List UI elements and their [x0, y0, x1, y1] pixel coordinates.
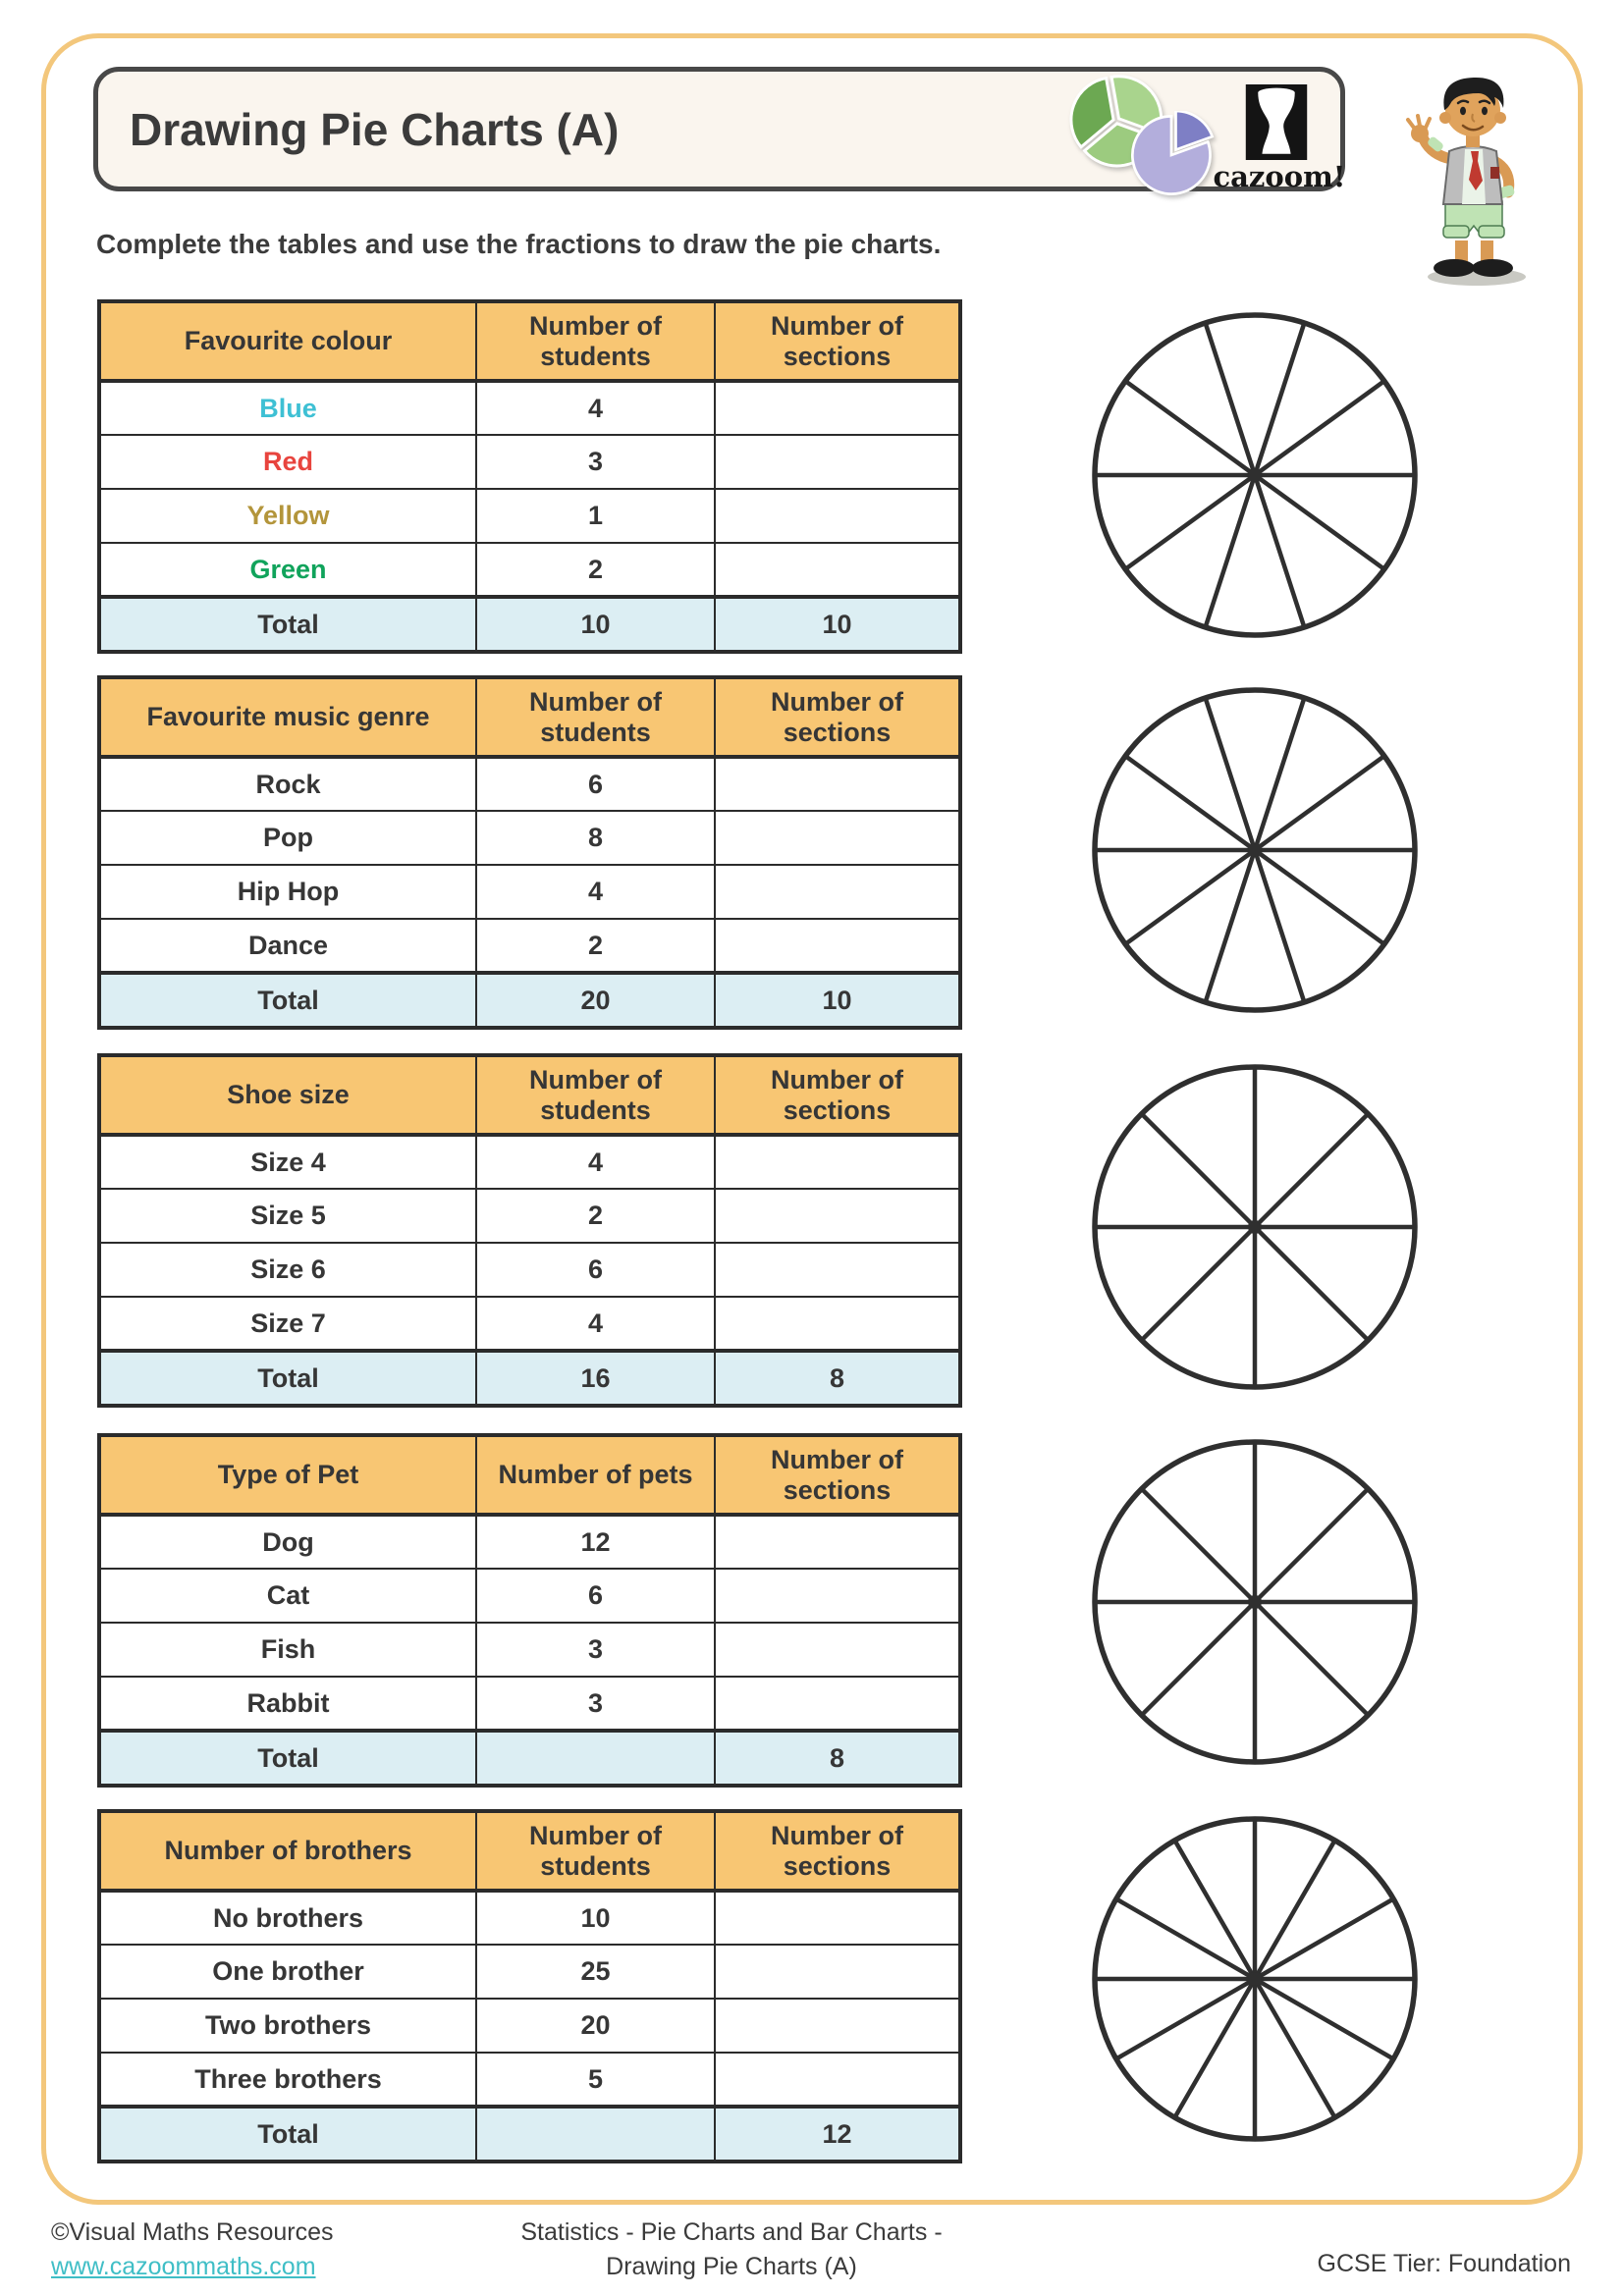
value-cell: 10	[476, 1891, 715, 1945]
answer-cell[interactable]	[715, 1569, 960, 1623]
table-row	[99, 1297, 960, 1351]
row-label: Size 7	[99, 1297, 476, 1351]
instruction-text: Complete the tables and use the fractions to draw the pie charts.	[96, 229, 942, 259]
worksheet-header	[93, 67, 1345, 191]
value-cell: 2	[476, 1189, 715, 1243]
total-row	[99, 2107, 960, 2162]
total-sections: 8	[715, 1351, 960, 1406]
table-favourite-music-genre	[97, 675, 962, 1030]
total-row	[99, 1351, 960, 1406]
table-header-row	[99, 301, 960, 381]
answer-cell[interactable]	[715, 1135, 960, 1189]
column-header: Number of sections	[715, 1055, 960, 1135]
row-label: Size 5	[99, 1189, 476, 1243]
pie-chart-template-music-genre[interactable]	[1088, 683, 1422, 1017]
table-row	[99, 1569, 960, 1623]
pie-chart-template-favourite-colour[interactable]	[1088, 308, 1422, 642]
table-header-row	[99, 1055, 960, 1135]
value-cell: 3	[476, 1623, 715, 1677]
column-header: Number of students	[476, 677, 715, 757]
column-header: Number of sections	[715, 1811, 960, 1891]
footer-topic-line1: Statistics - Pie Charts and Bar Charts -	[520, 2218, 943, 2246]
answer-cell[interactable]	[715, 543, 960, 597]
pie-chart-template-type-of-pet[interactable]	[1088, 1435, 1422, 1769]
table-row	[99, 1891, 960, 1945]
table-row	[99, 919, 960, 973]
row-label: Two brothers	[99, 1999, 476, 2053]
table-row	[99, 1999, 960, 2053]
value-cell: 2	[476, 919, 715, 973]
table-row	[99, 2053, 960, 2107]
answer-cell[interactable]	[715, 381, 960, 435]
value-cell: 8	[476, 811, 715, 865]
answer-cell[interactable]	[476, 2107, 715, 2162]
total-label: Total	[99, 597, 476, 652]
total-sections: 12	[715, 2107, 960, 2162]
total-students: 16	[476, 1351, 715, 1406]
answer-cell[interactable]	[715, 811, 960, 865]
value-cell: 6	[476, 1569, 715, 1623]
table-row	[99, 1945, 960, 1999]
footer-center	[412, 2216, 1051, 2284]
value-cell: 4	[476, 1135, 715, 1189]
table-row	[99, 543, 960, 597]
value-cell: 20	[476, 1999, 715, 2053]
value-cell: 1	[476, 489, 715, 543]
footer-topic-line2: Drawing Pie Charts (A)	[606, 2253, 857, 2280]
value-cell: 5	[476, 2053, 715, 2107]
answer-cell[interactable]	[715, 1623, 960, 1677]
answer-cell[interactable]	[715, 1945, 960, 1999]
answer-cell[interactable]	[715, 865, 960, 919]
answer-cell[interactable]	[715, 1297, 960, 1351]
page-title: Drawing Pie Charts (A)	[130, 103, 620, 155]
total-label: Total	[99, 2107, 476, 2162]
row-label: Red	[99, 435, 476, 489]
pie-chart-template-shoe-size[interactable]	[1088, 1060, 1422, 1394]
value-cell: 25	[476, 1945, 715, 1999]
column-header: Shoe size	[99, 1055, 476, 1135]
row-label: Green	[99, 543, 476, 597]
total-label: Total	[99, 1351, 476, 1406]
answer-cell[interactable]	[715, 1243, 960, 1297]
row-label: Size 4	[99, 1135, 476, 1189]
column-header: Type of Pet	[99, 1435, 476, 1515]
table-row	[99, 489, 960, 543]
footer-left	[51, 2216, 334, 2284]
row-label: Rock	[99, 757, 476, 811]
table-row	[99, 1135, 960, 1189]
answer-cell[interactable]	[715, 1515, 960, 1569]
table-favourite-colour	[97, 299, 962, 654]
column-header: Number of brothers	[99, 1811, 476, 1891]
table-row	[99, 1189, 960, 1243]
answer-cell[interactable]	[715, 435, 960, 489]
answer-cell[interactable]	[715, 489, 960, 543]
row-label: Dog	[99, 1515, 476, 1569]
value-cell: 3	[476, 435, 715, 489]
row-label: Fish	[99, 1623, 476, 1677]
row-label: Size 6	[99, 1243, 476, 1297]
value-cell: 4	[476, 381, 715, 435]
total-students: 20	[476, 973, 715, 1028]
table-shoe-size	[97, 1053, 962, 1408]
table-header-row	[99, 1435, 960, 1515]
total-students: 10	[476, 597, 715, 652]
column-header: Number of students	[476, 1811, 715, 1891]
answer-cell[interactable]	[715, 1999, 960, 2053]
cazoom-brand-text: cazoom!	[1213, 160, 1346, 193]
cazoom-logo-icon	[1245, 84, 1308, 160]
pie-chart-template-number-of-brothers[interactable]	[1088, 1812, 1422, 2146]
table-row	[99, 865, 960, 919]
column-header: Favourite music genre	[99, 677, 476, 757]
answer-cell[interactable]	[715, 757, 960, 811]
row-label: Yellow	[99, 489, 476, 543]
table-row	[99, 757, 960, 811]
row-label: Three brothers	[99, 2053, 476, 2107]
answer-cell[interactable]	[715, 2053, 960, 2107]
value-cell: 4	[476, 1297, 715, 1351]
table-row	[99, 381, 960, 435]
total-label: Total	[99, 973, 476, 1028]
column-header: Number of students	[476, 1055, 715, 1135]
answer-cell[interactable]	[715, 1189, 960, 1243]
table-row	[99, 1243, 960, 1297]
row-label: Cat	[99, 1569, 476, 1623]
row-label: Pop	[99, 811, 476, 865]
total-label: Total	[99, 1731, 476, 1786]
value-cell: 6	[476, 757, 715, 811]
value-cell: 6	[476, 1243, 715, 1297]
table-header-row	[99, 1811, 960, 1891]
purple-pie-chart-icon	[1127, 111, 1216, 199]
total-sections: 10	[715, 973, 960, 1028]
total-sections: 8	[715, 1731, 960, 1786]
column-header: Number of sections	[715, 677, 960, 757]
answer-cell[interactable]	[715, 919, 960, 973]
footer-tier-label: GCSE Tier: Foundation	[1317, 2250, 1571, 2277]
answer-cell[interactable]	[715, 1677, 960, 1731]
total-row	[99, 973, 960, 1028]
cazoommaths-link[interactable]: www.cazoommaths.com	[51, 2253, 316, 2280]
answer-cell[interactable]	[715, 1891, 960, 1945]
value-cell: 4	[476, 865, 715, 919]
table-row	[99, 1515, 960, 1569]
copyright-text: ©Visual Maths Resources	[51, 2218, 334, 2246]
row-label: No brothers	[99, 1891, 476, 1945]
row-label: One brother	[99, 1945, 476, 1999]
row-label: Dance	[99, 919, 476, 973]
value-cell: 2	[476, 543, 715, 597]
row-label: Hip Hop	[99, 865, 476, 919]
row-label: Rabbit	[99, 1677, 476, 1731]
total-sections: 10	[715, 597, 960, 652]
value-cell: 12	[476, 1515, 715, 1569]
table-number-of-brothers	[97, 1809, 962, 2163]
column-header: Number of sections	[715, 1435, 960, 1515]
column-header: Number of pets	[476, 1435, 715, 1515]
table-row	[99, 1623, 960, 1677]
total-row	[99, 1731, 960, 1786]
table-type-of-pet	[97, 1433, 962, 1788]
row-label: Blue	[99, 381, 476, 435]
column-header: Number of sections	[715, 301, 960, 381]
table-row	[99, 435, 960, 489]
total-row	[99, 597, 960, 652]
answer-cell[interactable]	[476, 1731, 715, 1786]
column-header: Favourite colour	[99, 301, 476, 381]
value-cell: 3	[476, 1677, 715, 1731]
table-header-row	[99, 677, 960, 757]
student-character-illustration	[1398, 59, 1543, 293]
table-row	[99, 811, 960, 865]
table-row	[99, 1677, 960, 1731]
column-header: Number of students	[476, 301, 715, 381]
